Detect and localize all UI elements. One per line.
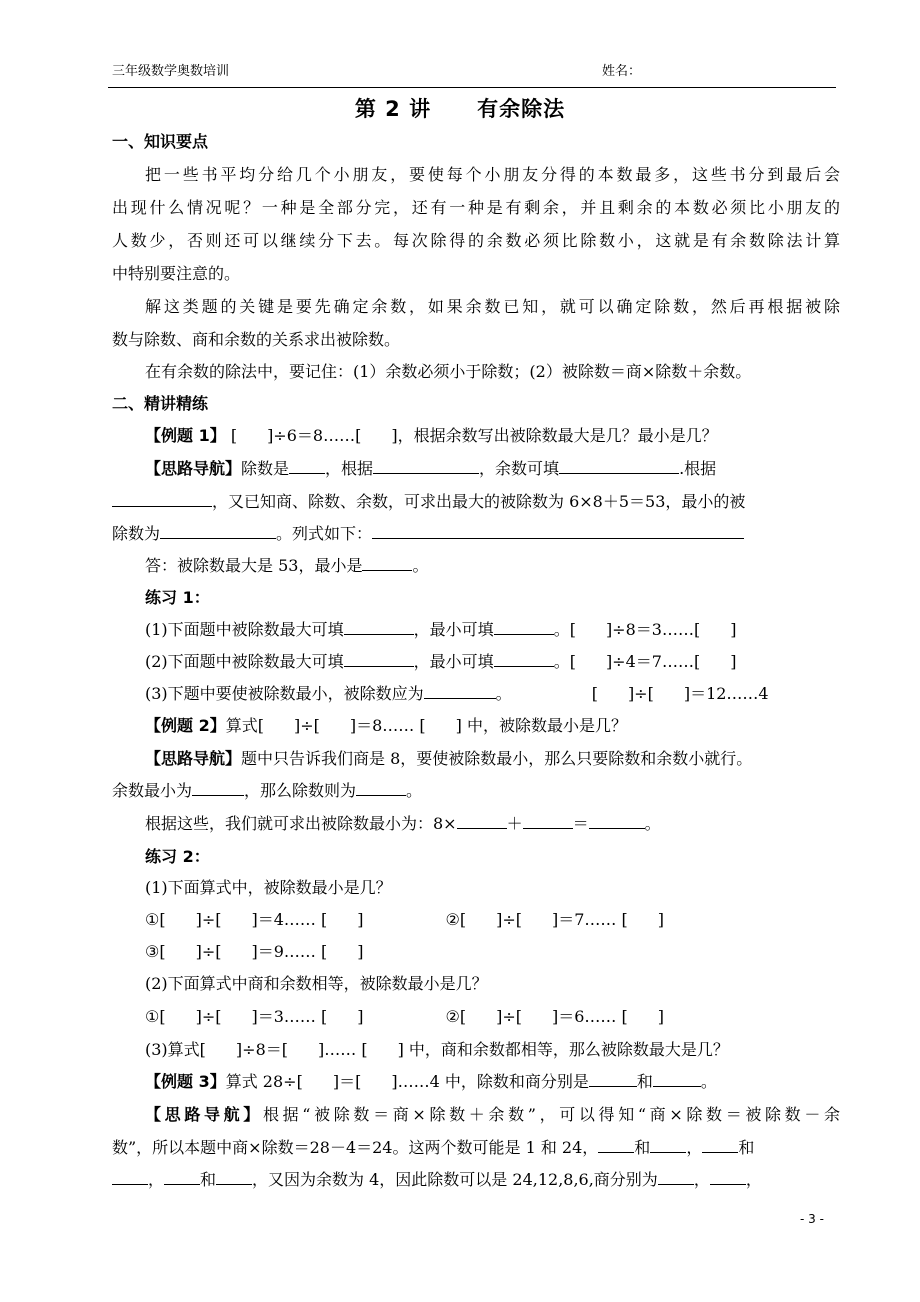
answer-blank[interactable] [494,650,554,667]
practice-2-row: ①[ ]÷[ ]＝3…… [ ] ②[ ]÷[ ]＝6…… [ ] [145,1007,664,1026]
header-divider [108,87,836,88]
example-1-guide-line: ，又已知商、除数、余数，可求出最大的被除数为 6×8＋5＝53，最小的被 [112,490,840,514]
practice-2-q3: (3)算式[ ]÷8＝[ ]…… [ ] 中，商和余数都相等，那么被除数最大是几？ [145,1040,729,1059]
answer-blank[interactable] [160,522,276,539]
example-label: 【例题 3】 [145,1072,226,1091]
answer-blank[interactable] [523,812,573,829]
answer-blank[interactable] [344,618,414,635]
answer-blank[interactable] [372,522,744,539]
answer-blank[interactable] [344,650,414,667]
example-label: 【例题 2】 [145,716,226,735]
paragraph-line: 数与除数、商和余数的关系求出被除数。 [112,330,401,349]
example-2-question: 【例题 2】算式[ ]÷[ ]＝8…… [ ] 中，被除数最小是几？ [145,716,627,735]
answer-blank[interactable] [559,457,679,474]
practice-1-q3: (3)下题中要使被除数最小，被除数应为 。 [ ]÷[ ]＝12……4 [145,684,769,703]
practice-2-row: ③[ ]÷[ ]＝9…… [ ] [145,942,364,961]
example-1-question: 【例题 1】 [ ]÷6＝8……[ ]，根据余数写出被除数最大是几？最小是几？ [145,426,718,445]
example-1-guide-line: 【思路导航】除数是 ，根据 ，余数可填 .根据 [145,459,717,478]
answer-blank[interactable] [424,682,496,699]
example-3-question: 【例题 3】算式 28÷[ ]＝[ ]……4 中，除数和商分别是 和 。 [145,1072,717,1091]
example-3-guide-line: 【思路导航】根据“被除数＝商×除数＋余数”，可以得知“商×除数＝被除数－余 [145,1105,840,1124]
paragraph-line: 把一些书平均分给几个小朋友，要使每个小朋友分得的本数最多，这些书分到最后会 [145,165,840,184]
title-topic: 有余除法 [477,97,566,121]
section-heading-practice: 二、精讲精练 [112,394,209,413]
answer-blank[interactable] [112,490,212,507]
example-2-guide-line: 余数最小为 ，那么除数则为 。 [112,781,423,800]
answer-blank[interactable] [494,618,554,635]
paragraph-line: 中特别要注意的。 [112,264,241,283]
practice-1-q1: (1)下面题中被除数最大可填 ，最小可填 。[ ]÷8＝3……[ ] [145,620,737,639]
answer-blank[interactable] [653,1070,701,1087]
paragraph-line: 在有余数的除法中，要记住：(1）余数必须小于除数；(2）被除数＝商×除数＋余数。 [145,362,752,381]
answer-blank[interactable] [356,779,406,796]
answer-blank[interactable] [216,1168,252,1185]
page-number: - 3 - [800,1212,824,1226]
answer-blank[interactable] [457,812,507,829]
practice-1-label: 练习 1： [145,588,210,607]
example-2-guide-line: 【思路导航】题中只告诉我们商是 8，要使被除数最小，那么只要除数和余数小就行。 [145,749,753,768]
practice-2-label: 练习 2： [145,847,210,866]
header-left: 三年级数学奥数培训 [112,64,230,79]
answer-blank[interactable] [650,1136,686,1153]
answer-blank[interactable] [589,1070,637,1087]
answer-blank[interactable] [289,457,325,474]
guide-label: 【思路导航】 [145,1105,263,1124]
answer-blank[interactable] [164,1168,200,1185]
paragraph-line: 解这类题的关键是要先确定余数，如果余数已知，就可以确定除数，然后再根据被除 [145,297,840,316]
answer-blank[interactable] [589,812,645,829]
example-1-guide-line: 除数为 。列式如下： [112,522,840,546]
answer-blank[interactable] [112,1168,148,1185]
answer-blank[interactable] [362,554,412,571]
answer-blank[interactable] [658,1168,694,1185]
answer-blank[interactable] [373,457,479,474]
practice-2-row: ①[ ]÷[ ]＝4…… [ ] ②[ ]÷[ ]＝7…… [ ] [145,910,664,929]
answer-blank[interactable] [710,1168,746,1185]
guide-label: 【思路导航】 [145,749,242,768]
page-title [0,93,920,123]
section-heading-knowledge: 一、知识要点 [112,132,209,151]
practice-1-q2: (2)下面题中被除数最大可填 ，最小可填 。[ ]÷4＝7……[ ] [145,652,737,671]
answer-blank[interactable] [598,1136,634,1153]
header-name-label: 姓名： [602,64,642,79]
paragraph-line: 出现什么情况呢？一种是全部分完，还有一种是有剩余，并且剩余的本数必须比小朋友的 [112,198,840,217]
paragraph-line: 人数少，否则还可以继续分下去。每次除得的余数必须比除数小，这就是有余数除法计算 [112,231,840,250]
example-1-answer: 答：被除数最大是 53，最小是 。 [145,556,429,575]
guide-label: 【思路导航】 [145,459,242,478]
answer-blank[interactable] [192,779,244,796]
practice-2-q1: (1)下面算式中，被除数最小是几？ [145,878,392,897]
title-lecture: 第 2 讲 [354,97,432,121]
answer-blank[interactable] [702,1136,738,1153]
practice-2-q2: (2)下面算式中商和余数相等，被除数最小是几？ [145,974,488,993]
example-3-guide-line: 数”，所以本题中商×除数＝28－4＝24。这两个数可能是 1 和 24， 和 ， 和 [112,1138,755,1157]
example-2-guide-line: 根据这些，我们就可求出被除数最小为：8× ＋ ＝ 。 [145,814,661,833]
example-3-guide-line: ， 和 ，又因为余数为 4，因此除数可以是 24,12,8,6,商分别为 ， ， [112,1168,840,1192]
example-label: 【例题 1】 [145,426,226,445]
